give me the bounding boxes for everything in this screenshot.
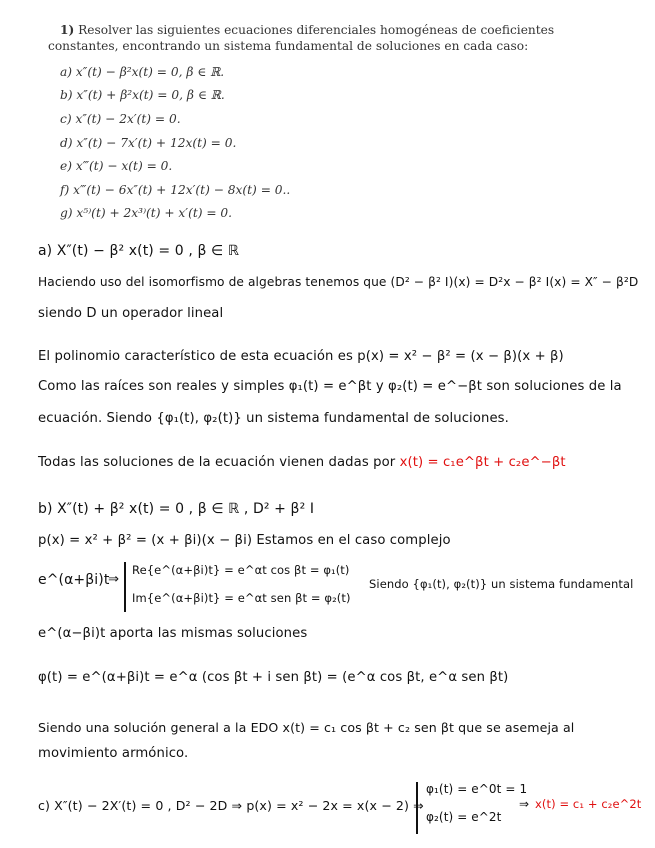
- c-bracket: [416, 782, 418, 834]
- b-arrow: ⇒: [108, 572, 120, 587]
- b-line-1: p(x) = x² + β² = (x + βi)(x − βi) Estamos en el caso complejo: [38, 533, 451, 548]
- b-line-2: e^(α−βi)t aporta las mismas soluciones: [38, 626, 308, 641]
- b-line-5: movimiento armónico.: [38, 746, 189, 761]
- exercise-f: f) x‴(t) − 6x″(t) + 12x′(t) − 8x(t) = 0..: [60, 182, 291, 197]
- a-line-3: El polinomio característico de esta ecuación es p(x) = x² − β² = (x − β)(x + β): [38, 349, 564, 364]
- a-line-6-prefix: Todas las soluciones de la ecuación vienen dadas por: [38, 455, 396, 470]
- c-heading: c) X″(t) − 2X′(t) = 0 , D² − 2D ⇒ p(x) = x² − 2x = x(x − 2) ⇒: [38, 798, 424, 813]
- exercise-list: [48, 60, 618, 225]
- b-line-4: Siendo una solución general a la EDO x(t) = c₁ cos βt + c₂ sen βt que se asemeja al: [38, 720, 575, 735]
- intro-paragraph: [48, 22, 618, 54]
- exercise-c: c) x″(t) − 2x′(t) = 0.: [60, 111, 181, 126]
- exercise-e: e) x‴(t) − x(t) = 0.: [60, 159, 173, 174]
- b-exponential: e^(α+βi)t: [38, 572, 110, 588]
- c-arrow: ⇒: [519, 797, 530, 811]
- c-solution: x(t) = c₁ + c₂e^2t: [535, 797, 642, 811]
- exercise-b: b) x″(t) + β²x(t) = 0, β ∈ ℝ.: [60, 88, 225, 103]
- intro-number: 1): [60, 23, 75, 37]
- b-heading: b) X″(t) + β² x(t) = 0 , β ∈ ℝ , D² + β² I: [38, 501, 315, 517]
- b-line-3: φ(t) = e^(α+βi)t = e^α (cos βt + i sen βt) = (e^α cos βt, e^α sen βt): [38, 670, 509, 685]
- a-heading: a) X″(t) − β² x(t) = 0 , β ∈ ℝ: [38, 243, 240, 259]
- exercise-d: d) x″(t) − 7x′(t) + 12x(t) = 0.: [60, 135, 237, 150]
- a-line-5: ecuación. Siendo {φ₁(t), φ₂(t)} un sistema fundamental de soluciones.: [38, 411, 509, 426]
- a-line-6: [38, 455, 566, 470]
- a-line-4: Como las raíces son reales y simples φ₁(t) = e^βt y φ₂(t) = e^−βt son soluciones de la: [38, 379, 622, 394]
- c-phi-1: φ₁(t) = e^0t = 1: [426, 782, 528, 796]
- intro-text: Resolver las siguientes ecuaciones diferenciales homogéneas de coeficientes constantes, encontrando un sistema fundamental de soluciones en cada caso:: [48, 23, 555, 53]
- exercise-a: a) x″(t) − β²x(t) = 0, β ∈ ℝ.: [60, 64, 225, 79]
- b-real-part: Re{e^(α+βi)t} = e^αt cos βt = φ₁(t): [132, 563, 350, 577]
- exercise-statement: [48, 22, 618, 225]
- exercise-g: g) x⁵⁾(t) + 2x³⁾(t) + x′(t) = 0.: [60, 206, 233, 221]
- b-imag-part: Im{e^(α+βi)t} = e^αt sen βt = φ₂(t): [132, 591, 351, 605]
- c-phi-2: φ₂(t) = e^2t: [426, 810, 502, 824]
- b-bracket: [124, 562, 126, 612]
- b-fundamental-system: Siendo {φ₁(t), φ₂(t)} un sistema fundamental: [369, 577, 634, 591]
- a-line-1: Haciendo uso del isomorfismo de algebras tenemos que (D² − β² I)(x) = D²x − β² I(x) = X″ − β²D: [38, 275, 639, 289]
- a-solution: x(t) = c₁e^βt + c₂e^−βt: [399, 455, 566, 470]
- a-line-2: siendo D un operador lineal: [38, 306, 224, 321]
